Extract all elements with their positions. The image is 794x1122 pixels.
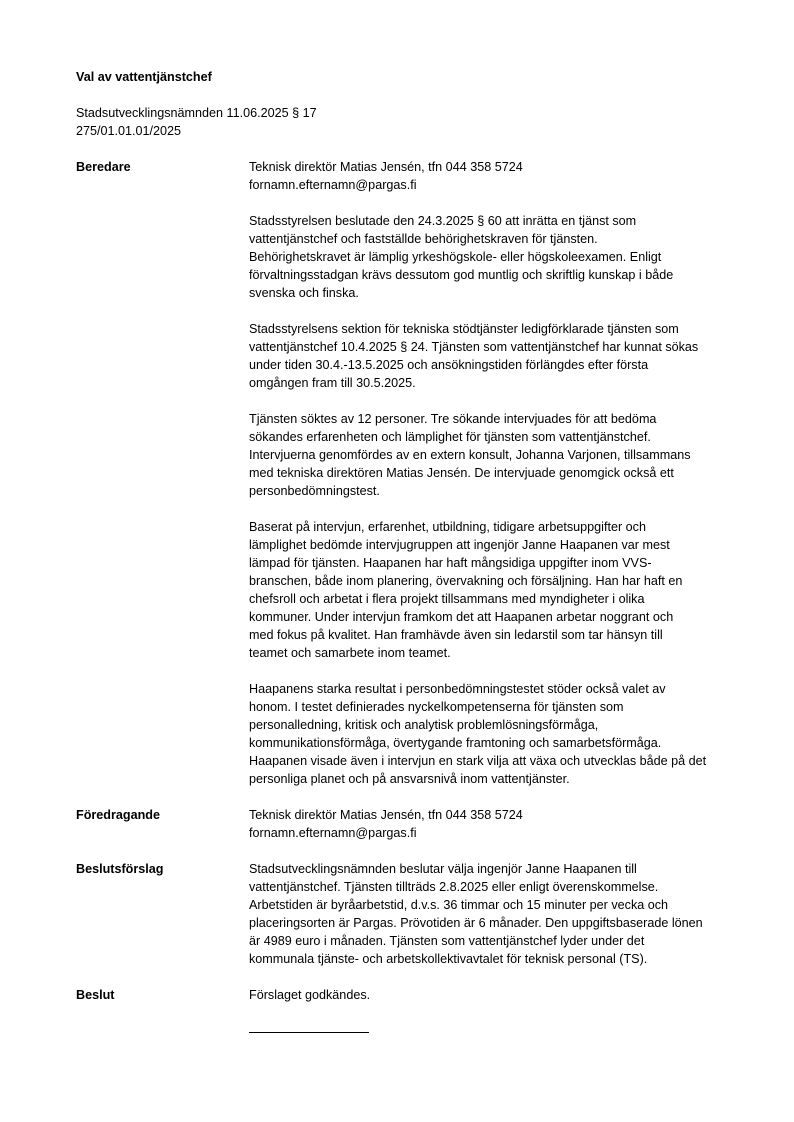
text-line: kommunikationsförmåga, övertygande framtoning och samarbetsförmåga. xyxy=(249,736,662,750)
text-line: Stadsutvecklingsnämnden beslutar välja ingenjör Janne Haapanen till xyxy=(249,862,637,876)
text-line: branschen, både inom planering, övervakning och försäljning. Han har haft en xyxy=(249,574,683,588)
text-line: Stadsstyrelsen beslutade den 24.3.2025 § 60 att inrätta en tjänst som xyxy=(249,214,637,228)
text-line: svenska och finska. xyxy=(249,286,359,300)
text-line: med fokus på kvalitet. Han framhävde även sin ledarstil som tar hänsyn till xyxy=(249,628,663,642)
paragraph-assessment xyxy=(249,518,739,662)
text-line: Arbetstiden är byråarbetstid, d.v.s. 36 timmar och 15 minuter per vecka och xyxy=(249,898,669,912)
section-label-beredare: Beredare xyxy=(76,160,131,174)
text-line: kommuner. Under intervjun framkom det att Haapanen arbetar noggrant och xyxy=(249,610,674,624)
section-content-foredragande xyxy=(249,806,739,842)
text-line: under tiden 30.4.-13.5.2025 och ansökningstiden förlängdes efter första xyxy=(249,358,649,372)
paragraph-decision-background xyxy=(249,212,739,302)
text-line: personalledning, kritisk och analytisk problemlösningsförmåga, xyxy=(249,718,599,732)
paragraph-vacancy xyxy=(249,320,739,392)
closing-divider-line xyxy=(249,1032,369,1033)
section-label-beslut: Beslut xyxy=(76,988,115,1002)
text-line: vattentjänstchef. Tjänsten tillträds 2.8.2025 eller enligt överenskommelse. xyxy=(249,880,659,894)
section-beredare xyxy=(76,158,746,788)
meeting-reference xyxy=(76,104,746,140)
text-line: honom. I testet definierades nyckelkompetenserna för tjänsten som xyxy=(249,700,624,714)
preparer-email: fornamn.efternamn@pargas.fi xyxy=(249,178,417,192)
text-line: Haapanens starka resultat i personbedömningstestet stöder också valet av xyxy=(249,682,666,696)
presenter-email: fornamn.efternamn@pargas.fi xyxy=(249,826,417,840)
section-beslut xyxy=(76,986,746,1004)
text-line: lämplighet bedömde intervjugruppen att ingenjör Janne Haapanen var mest xyxy=(249,538,670,552)
text-line: placeringsorten är Pargas. Prövotiden är 6 månader. Den uppgiftsbaserade lönen xyxy=(249,916,703,930)
text-line: personliga planet och på ansvarsnivå inom vattentjänster. xyxy=(249,772,570,786)
paragraph-applicants xyxy=(249,410,739,500)
text-line: Behörighetskravet är lämplig yrkeshögskole- eller högskoleexamen. Enligt xyxy=(249,250,662,264)
text-line: förvaltningsstadgan krävs dessutom god muntlig och skriftlig kunskap i både xyxy=(249,268,674,282)
section-label-beslutsforslag: Beslutsförslag xyxy=(76,862,164,876)
preparer-contact xyxy=(249,158,739,194)
presenter-name-phone: Teknisk direktör Matias Jensén, tfn 044 358 5724 xyxy=(249,808,523,822)
text-line: Baserat på intervjun, erfarenhet, utbildning, tidigare arbetsuppgifter och xyxy=(249,520,646,534)
section-label-foredragande: Föredragande xyxy=(76,808,160,822)
text-line: vattentjänstchef och fastställde behörighetskraven för tjänsten. xyxy=(249,232,598,246)
meeting-body-date: Stadsutvecklingsnämnden 11.06.2025 § 17 xyxy=(76,106,317,120)
diary-number: 275/01.01.01/2025 xyxy=(76,124,182,138)
section-content-beslut xyxy=(249,986,739,1004)
decision-text xyxy=(249,986,739,1004)
section-foredragande xyxy=(76,806,746,842)
text-line: teamet och samarbete inom teamet. xyxy=(249,646,451,660)
text-line: vattentjänstchef 10.4.2025 § 24. Tjänsten som vattentjänstchef har kunnat sökas xyxy=(249,340,699,354)
preparer-name-phone: Teknisk direktör Matias Jensén, tfn 044 358 5724 xyxy=(249,160,523,174)
document-page xyxy=(76,68,746,1033)
text-line: chefsroll och arbetat i flera projekt tillsammans med myndigheter i olika xyxy=(249,592,645,606)
text-line: med tekniska direktören Matias Jensén. De intervjuade genomgick också ett xyxy=(249,466,674,480)
text-line: Stadsstyrelsens sektion för tekniska stödtjänster ledigförklarade tjänsten som xyxy=(249,322,679,336)
text-line: Intervjuerna genomfördes av en extern konsult, Johanna Varjonen, tillsammans xyxy=(249,448,691,462)
paragraph-test-results xyxy=(249,680,739,788)
proposal-text xyxy=(249,860,739,968)
document-title: Val av vattentjänstchef xyxy=(76,70,212,84)
section-beslutsforslag xyxy=(76,860,746,968)
text-line: omgången fram till 30.5.2025. xyxy=(249,376,416,390)
text-line: lämpad för tjänsten. Haapanen har haft mångsidiga uppgifter inom VVS- xyxy=(249,556,652,570)
text-line: är 4989 euro i månaden. Tjänsten som vattentjänstchef lyder under det xyxy=(249,934,645,948)
text-line: Tjänsten söktes av 12 personer. Tre sökande intervjuades för att bedöma xyxy=(249,412,657,426)
text-line: Förslaget godkändes. xyxy=(249,988,371,1002)
text-line: kommunala tjänste- och arbetskollektivavtalet för teknisk personal (TS). xyxy=(249,952,648,966)
text-line: sökandes erfarenheten och lämplighet för tjänsten som vattentjänstchef. xyxy=(249,430,651,444)
text-line: personbedömningstest. xyxy=(249,484,380,498)
text-line: Haapanen visade även i intervjun en stark vilja att växa och utvecklas både på det xyxy=(249,754,707,768)
section-content-beredare xyxy=(249,158,739,788)
section-content-beslutsforslag xyxy=(249,860,739,968)
presenter-contact xyxy=(249,806,739,842)
